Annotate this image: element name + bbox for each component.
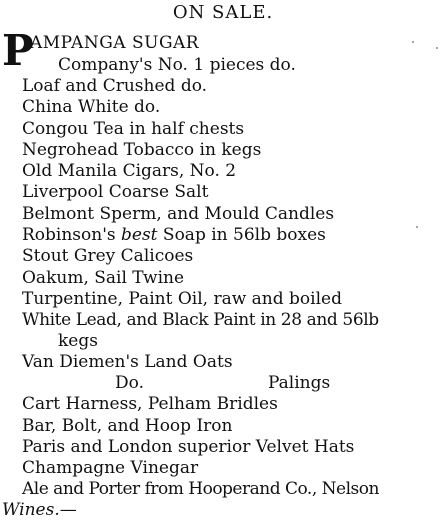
list-item: Stout Grey Calicoes (22, 246, 194, 266)
list-item: Liverpool Coarse Salt (22, 182, 209, 202)
list-item: Oakum, Sail Twine (22, 268, 185, 288)
ditto-marker: Do. (115, 373, 144, 393)
list-item-continuation: kegs (58, 331, 98, 351)
list-item-text: Robinson's (22, 225, 116, 245)
list-item: White Lead, and Black Paint in 28 and 56lb (22, 310, 379, 330)
list-item: China White do. (22, 97, 161, 117)
list-item: Palings (268, 373, 331, 393)
list-item: Old Manila Cigars, No. 2 (22, 161, 237, 181)
list-item: Van Diemen's Land Oats (22, 352, 233, 372)
list-item: Bar, Bolt, and Hoop Iron (22, 416, 233, 436)
print-speck (416, 226, 418, 228)
list-item: Ale and Porter from Hooperand Co., Nelson (22, 479, 379, 499)
section-heading: Wines.— (2, 500, 77, 520)
list-item: Champagne Vinegar (22, 458, 199, 478)
list-item-emphasis: best (121, 225, 158, 245)
list-item (22, 225, 326, 245)
list-item: Congou Tea in half chests (22, 119, 245, 139)
print-speck (436, 47, 438, 49)
list-item: Company's No. 1 pieces do. (58, 55, 296, 75)
first-item-title: AMPANGA SUGAR (30, 33, 200, 53)
list-item: Paris and London superior Velvet Hats (22, 437, 355, 457)
list-item: Loaf and Crushed do. (22, 76, 208, 96)
list-item: Turpentine, Paint Oil, raw and boiled (22, 289, 342, 309)
list-item: Negrohead Tobacco in kegs (22, 140, 262, 160)
list-item: Belmont Sperm, and Mould Candles (22, 204, 335, 224)
print-speck (412, 41, 414, 43)
page-heading: ON SALE. (172, 2, 274, 23)
list-item: Cart Harness, Pelham Bridles (22, 394, 278, 414)
list-item-text: Soap in 56lb boxes (162, 225, 326, 245)
drop-capital: P (2, 26, 34, 75)
